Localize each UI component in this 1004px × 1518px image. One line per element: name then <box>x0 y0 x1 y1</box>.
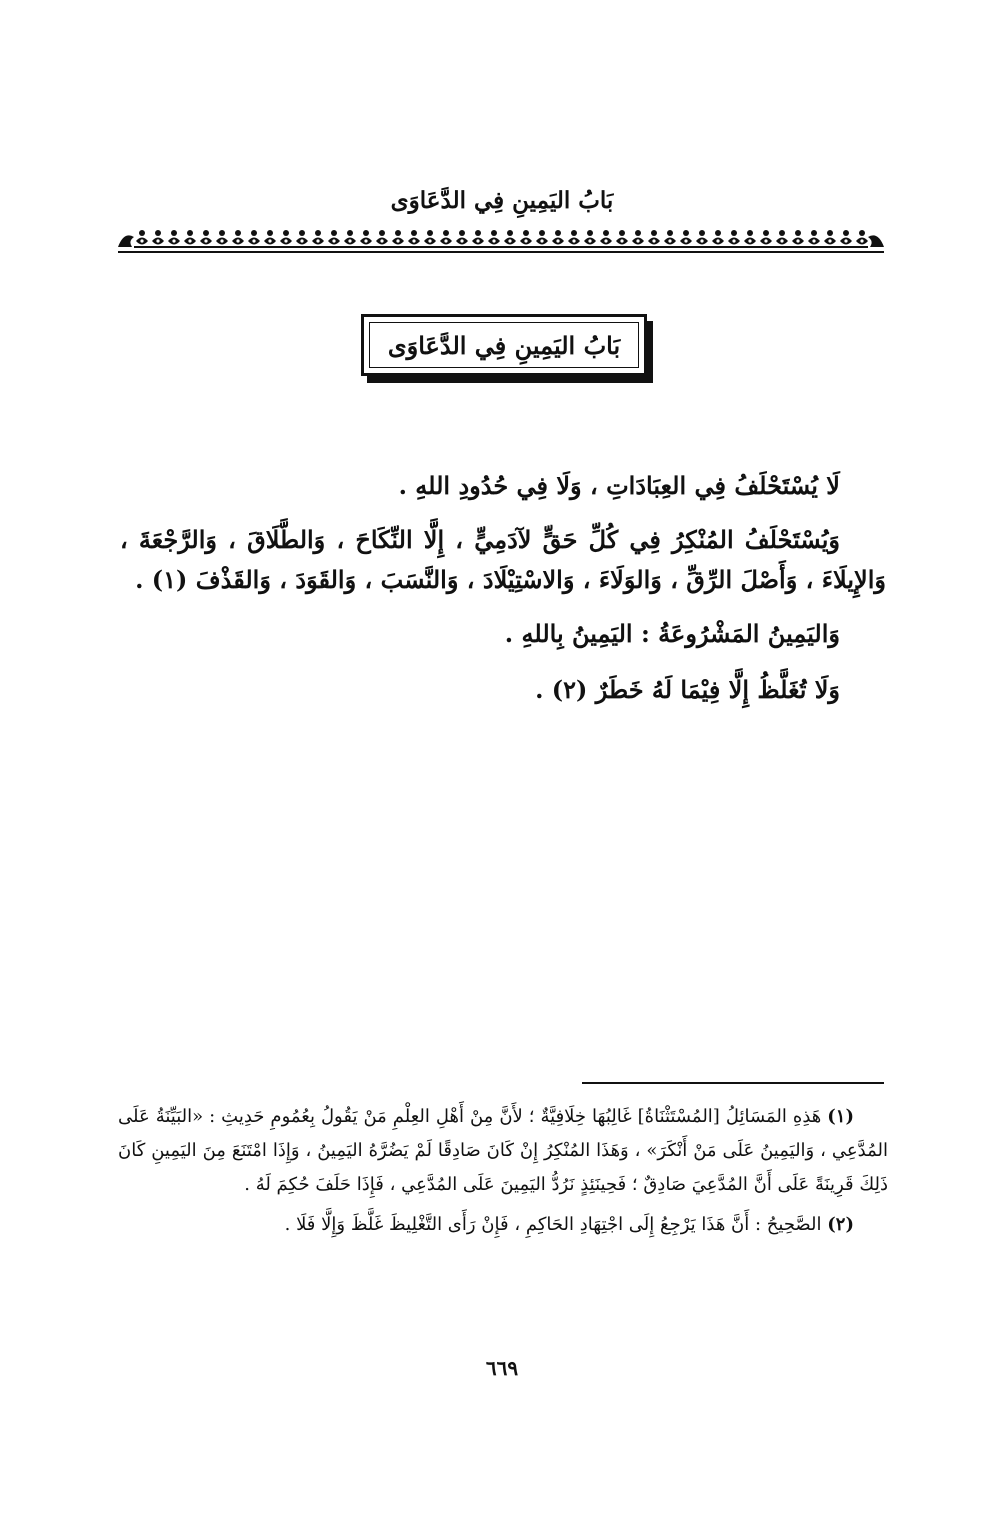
section-title: بَابُ اليَمِينِ فِي الدَّعَاوَى <box>369 322 639 368</box>
ornament-band <box>118 228 884 254</box>
paragraph: وَلَا تُغَلَّظُ إِلَّا فِيْمَا لَهُ خَطَرٌ (٢) . <box>535 675 840 704</box>
footnotes <box>118 1100 888 1248</box>
paragraph: وَيُسْتَحْلَفُ المُنْكِرُ فِي كُلِّ حَقٍّ لآدَمِيٍّ ، إِلَّا النِّكَاحَ ، وَالطَّلَاقَ ، وَالرَّجْعَةَ ، وَالإِيلَاءَ ، وَأَصْلَ الرِّقِّ ، وَالوَلَاءَ ، وَالاسْتِيْلَادَ ، وَالنَّسَبَ ، وَالقَوَدَ ، وَالقَذْفَ (١) . <box>120 525 886 594</box>
footnote-number: (٢) <box>827 1214 854 1235</box>
ornament-border <box>118 229 884 249</box>
footnote-number: (١) <box>827 1106 854 1127</box>
ornament-rule <box>118 251 884 253</box>
footnote-separator <box>582 1082 884 1084</box>
footnote <box>118 1100 888 1202</box>
footnote <box>118 1208 888 1242</box>
section-title-box <box>361 314 647 376</box>
footnote-text: هَذِهِ المَسَائِلُ [المُسْتَثْنَاةُ] غَالِبُهَا خِلَافِيَّةٌ ؛ لأَنَّ مِنْ أَهْلِ العِلْمِ مَنْ يَقُولُ بِعُمُومِ حَدِيثِ : «البَيِّنَةُ عَلَى المُدَّعِي ، وَاليَمِينُ عَلَى مَنْ أَنْكَرَ» ، وَهَذَا المُنْكِرُ إِنْ كَانَ صَادِقًا لَمْ يَضُرَّهُ اليَمِينُ ، وَإِذَا امْتَنَعَ مِنَ اليَمِينِ كَانَ ذَلِكَ قَرِينَةً عَلَى أَنَّ المُدَّعِيَ صَادِقٌ ؛ فَحِينَئِذٍ نَرُدُّ اليَمِينَ عَلَى المُدَّعِي ، فَإِذَا حَلَفَ حُكِمَ لَهُ . <box>118 1106 888 1195</box>
paragraph: لَا يُسْتَحْلَفُ فِي العِبَادَاتِ ، وَلَا فِي حُدُودِ اللهِ . <box>398 471 840 500</box>
footnote-text: الصَّحِيحُ : أَنَّ هَذَا يَرْجِعُ إِلَى اجْتِهَادِ الحَاكِمِ ، فَإِنْ رَأَى التَّغْلِيظَ غَلَّظَ وَإِلَّا فَلَا . <box>284 1214 822 1235</box>
running-header: بَابُ اليَمِينِ فِي الدَّعَاوَى <box>390 187 614 214</box>
page-number: ٦٦٩ <box>485 1356 519 1380</box>
main-text <box>120 466 886 726</box>
paragraph: وَاليَمِينُ المَشْرُوعَةُ : اليَمِينُ بِاللهِ . <box>504 619 840 648</box>
